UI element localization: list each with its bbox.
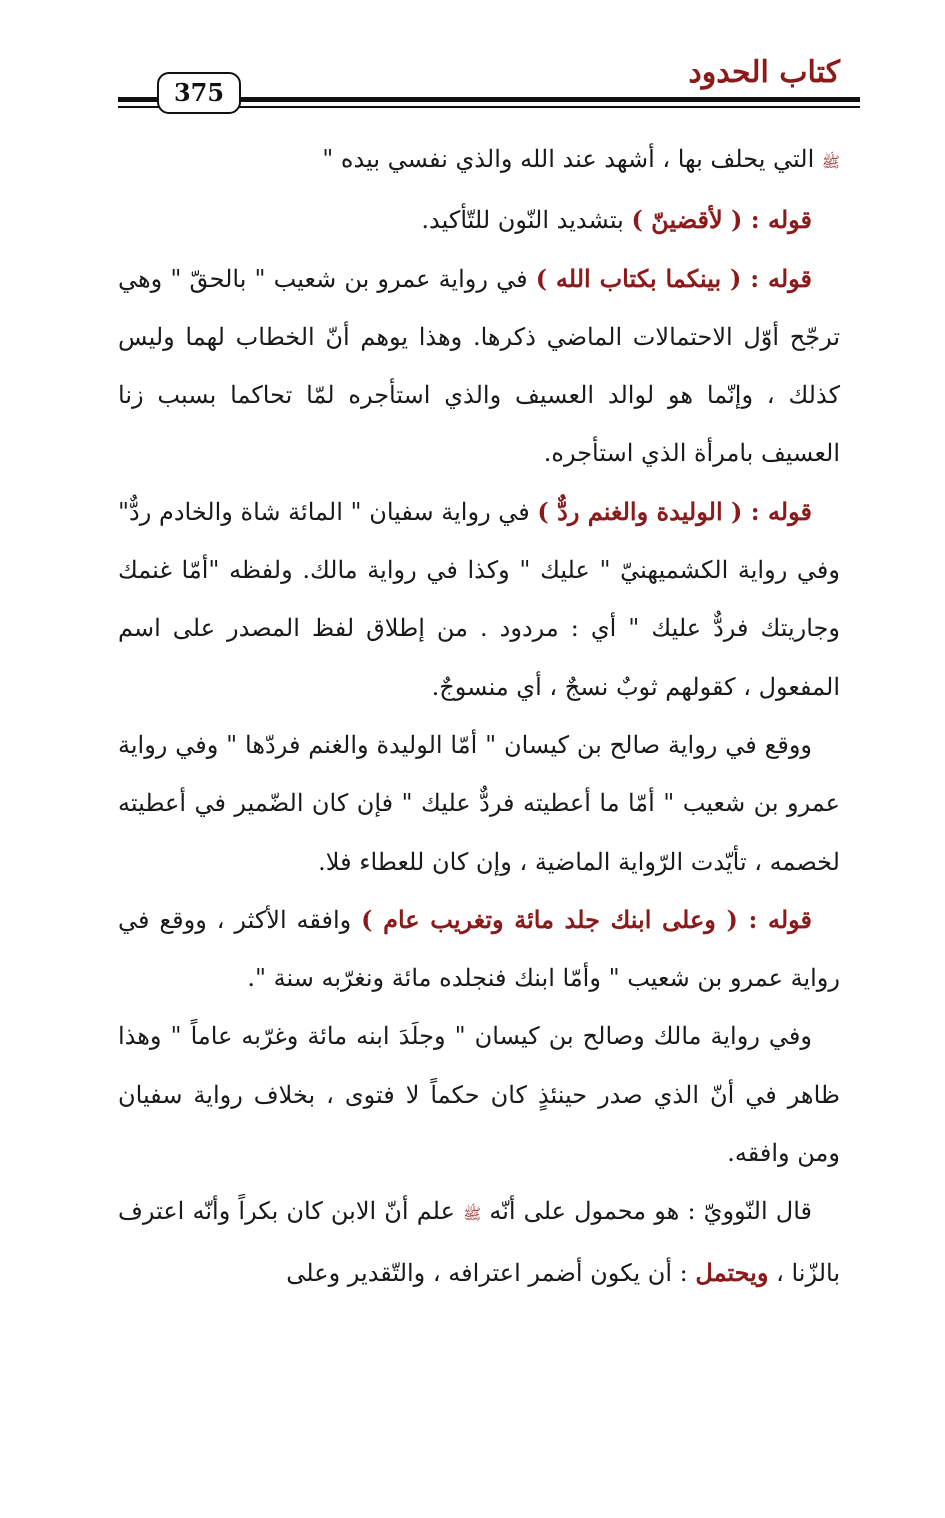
paragraph-1	[118, 130, 840, 191]
quote-lead: قوله : ( بينكما بكتاب الله )	[535, 263, 812, 293]
quote-lead: قوله : ( وعلى ابنك جلد مائة وتغريب عام )	[361, 904, 813, 934]
page-body	[118, 130, 840, 1302]
paragraph-text: ووقع في رواية صالح بن كيسان " أمّا الوليدة والغنم فردّها " وفي رواية عمرو بن شعيب " أمّا ما أعطيته فردٌّ عليك " فإن كان الضّمير في أعطيته لخصمه ، تأيّدت الرّواية الماضية ، وإن كان للعطاء فلا.	[118, 730, 840, 876]
paragraph-4	[118, 483, 840, 716]
paragraph-text: قال النّوويّ : هو محمول على أنّه	[481, 1197, 812, 1226]
paragraph-text: التي يحلف بها ، أشهد عند الله والذي نفسي بيده "	[322, 145, 822, 173]
paragraph-text: في رواية سفيان " المائة شاة والخادم ردٌّ" وفي رواية الكشميهنيّ " عليك " وكذا في رواية مالك. ولفظه "أمّا غنمك وجاريتك فردٌّ عليك " أي : مردود . من إطلاق لفظ المصدر على اسم المفعول ، كقولهم ثوبٌ نسجٌ ، أي منسوجٌ.	[118, 497, 840, 701]
paragraph-3	[118, 250, 840, 483]
paragraph-5	[118, 716, 840, 891]
paragraph-text: : أن يكون أضمر اعترافه ، والتّقدير وعلى	[286, 1258, 696, 1287]
page-header-title: كتاب الحدود	[688, 55, 840, 90]
honorific-glyph: ﷺ	[463, 1205, 482, 1224]
paragraph-text: علم أنّ الابن كان بكراً وأنّه اعترف بالزّنا ،	[118, 1197, 840, 1287]
paragraph-text: وافقه الأكثر ، ووقع في رواية عمرو بن شعيب " وأمّا ابنك فنجلده مائة ونغرّبه سنة ".	[118, 905, 840, 993]
page-number-badge: 375	[157, 72, 241, 114]
paragraph-6	[118, 891, 840, 1008]
quote-lead: قوله : ( الوليدة والغنم ردٌّ )	[537, 496, 812, 526]
paragraph-text: في رواية عمرو بن شعيب " بالحقّ " وهي ترجّح أوّل الاحتمالات الماضي ذكرها. وهذا يوهم أنّ الخطاب لهما وليس كذلك ، وإنّما هو لوالد العسيف والذي استأجره لمّا تحاكما بسبب زنا العسيف بامرأة الذي استأجره.	[118, 264, 840, 468]
paragraph-2	[118, 191, 840, 249]
quote-lead: قوله : ( لأقضينّ )	[631, 205, 812, 235]
paragraph-text: بتشديد النّون للتّأكيد.	[421, 206, 632, 235]
paragraph-text: وفي رواية مالك وصالح بن كيسان " وجلَدَ ابنه مائة وغرّبه عاماً " وهذا ظاهر في أنّ الذي صدر حينئذٍ كان حكماً لا فتوى ، بخلاف رواية سفيان ومن وافقه.	[118, 1022, 841, 1168]
emphasis-word: ويحتمل	[695, 1257, 769, 1287]
honorific-glyph: ﷺ	[821, 153, 840, 171]
paragraph-7	[118, 1007, 840, 1182]
paragraph-8	[118, 1182, 840, 1302]
